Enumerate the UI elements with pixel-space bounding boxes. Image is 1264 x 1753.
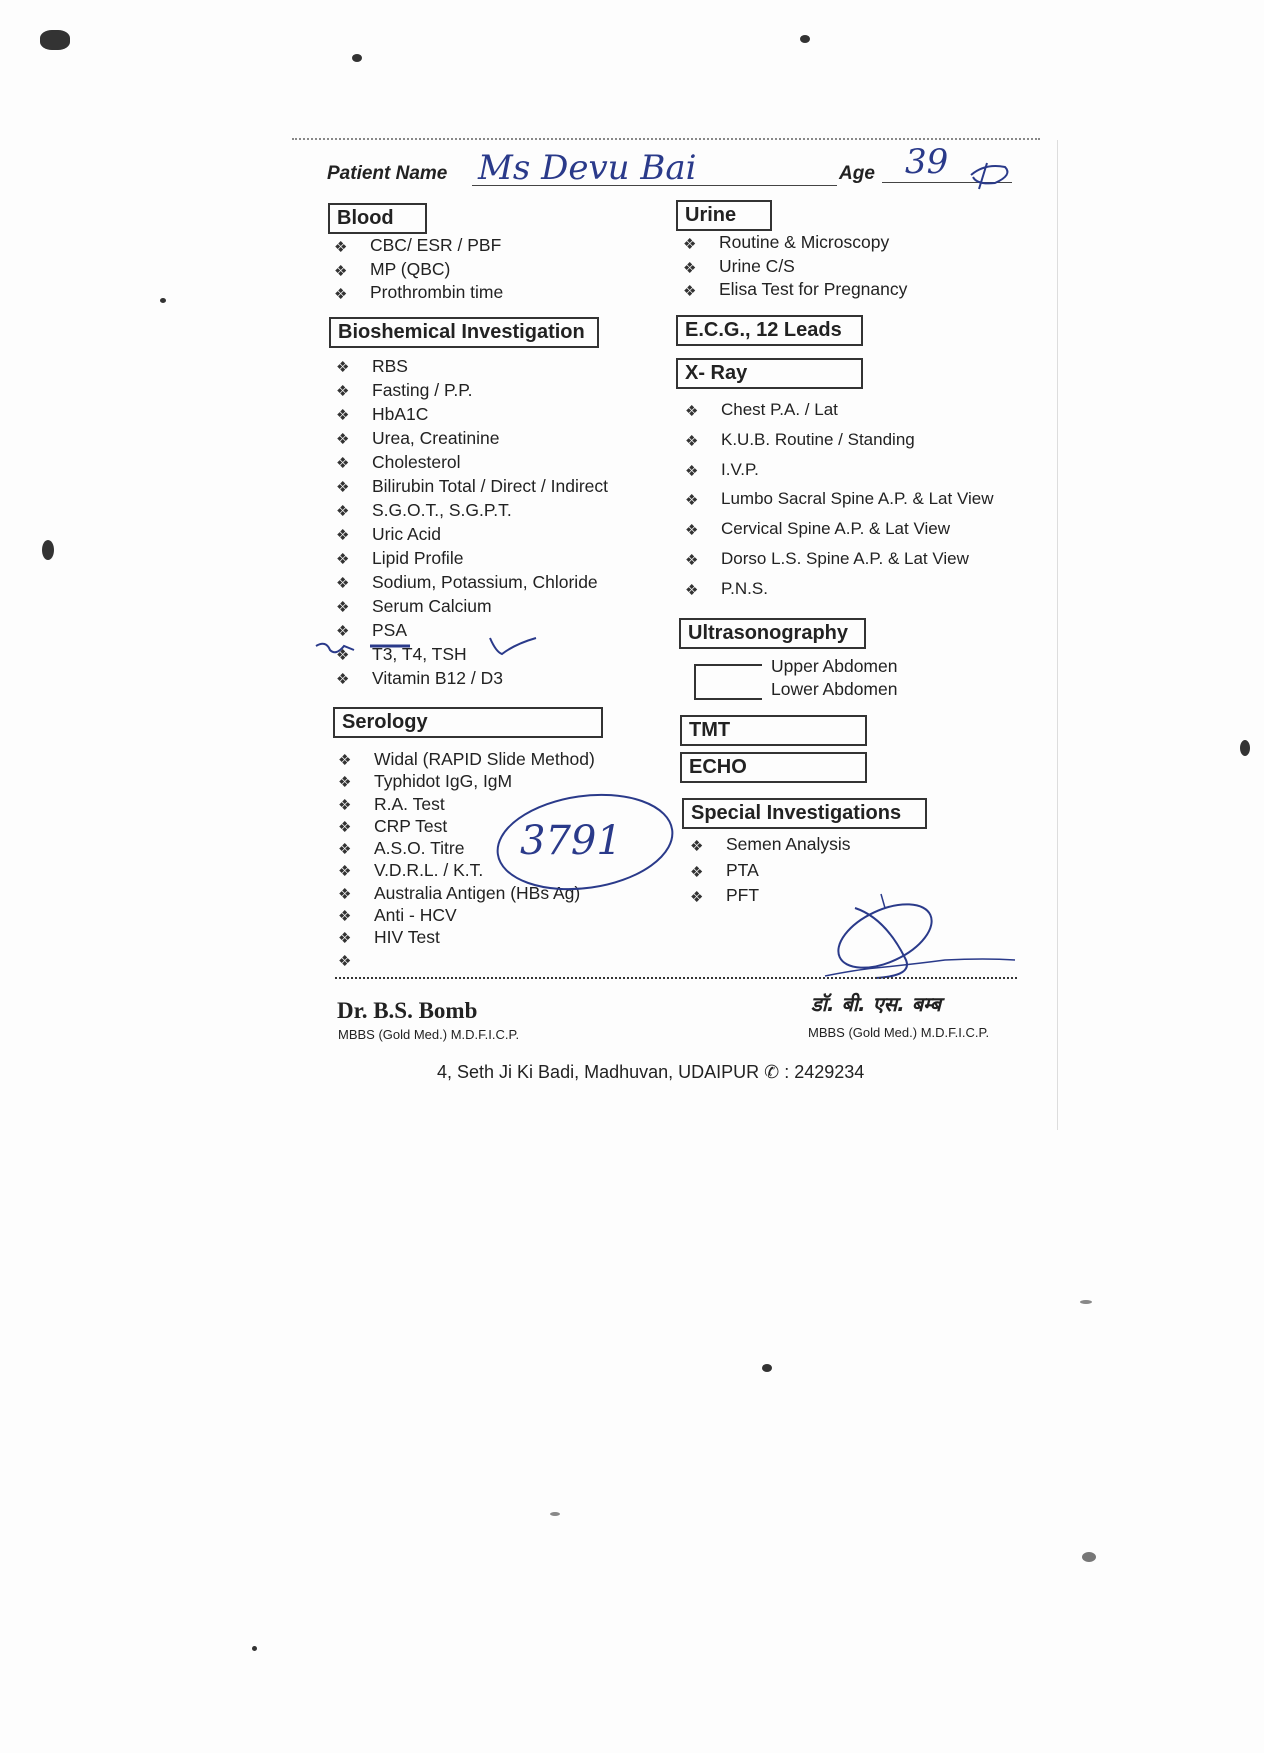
section-biochemical: Bioshemical Investigation <box>329 317 599 348</box>
list-item: ❖ V.D.R.L. / K.T. <box>338 859 595 881</box>
tick-mark-icon <box>310 632 540 664</box>
urine-list <box>683 231 907 302</box>
usg-upper: Upper Abdomen <box>771 656 898 676</box>
list-item: ❖ Dorso L.S. Spine A.P. & Lat View <box>685 544 994 574</box>
clinic-address: 4, Seth Ji Ki Badi, Madhuvan, UDAIPUR ✆ : 2429234 <box>437 1062 865 1082</box>
section-ecg: E.C.G., 12 Leads <box>676 315 863 346</box>
stain <box>252 1646 257 1651</box>
list-item: ❖ PTA <box>690 858 851 884</box>
age-scribble-icon <box>965 155 1015 195</box>
list-item: ❖ Fasting / P.P. <box>336 378 608 402</box>
list-item: ❖ I.V.P. <box>685 455 994 485</box>
list-item: ❖ Routine & Microscopy <box>683 231 907 255</box>
stain <box>1080 1300 1092 1304</box>
list-item: ❖ Semen Analysis <box>690 832 851 858</box>
footer-divider <box>335 977 1017 979</box>
list-item: ❖ Urine C/S <box>683 255 907 279</box>
doctor-qualification-right: MBBS (Gold Med.) M.D.F.I.C.P. <box>808 1025 990 1040</box>
section-blood: Blood <box>328 203 427 234</box>
list-item: ❖ S.G.O.T., S.G.P.T. <box>336 498 608 522</box>
list-item: ❖ Prothrombin time <box>334 281 503 305</box>
blood-list <box>334 234 503 305</box>
doctor-qualification-left: MBBS (Gold Med.) M.D.F.I.C.P. <box>338 1027 520 1042</box>
section-ultrasonography: Ultrasonography <box>679 618 866 649</box>
list-item: ❖ K.U.B. Routine / Standing <box>685 425 994 455</box>
list-item: ❖ Vitamin B12 / D3 <box>336 666 608 690</box>
patient-name-label: Patient Name <box>327 163 448 184</box>
usg-lower: Lower Abdomen <box>771 679 898 699</box>
list-item: ❖ Sodium, Potassium, Chloride <box>336 570 608 594</box>
list-item: ❖ CRP Test <box>338 815 595 837</box>
stain <box>352 54 362 62</box>
list-item: ❖ A.S.O. Titre <box>338 837 595 859</box>
list-item: ❖ Australia Antigen (HBs Ag) <box>338 882 595 904</box>
list-item: ❖ R.A. Test <box>338 793 595 815</box>
section-special: Special Investigations <box>682 798 927 829</box>
paper-edge <box>1057 140 1058 1130</box>
stain <box>1240 740 1250 756</box>
list-item: ❖ Lumbo Sacral Spine A.P. & Lat View <box>685 484 994 514</box>
usg-bracket <box>694 664 762 700</box>
list-item: ❖ Lipid Profile <box>336 546 608 570</box>
section-serology: Serology <box>333 707 603 738</box>
list-item: ❖ RBS <box>336 354 608 378</box>
signature <box>815 888 1025 988</box>
stain <box>160 298 166 303</box>
stain <box>42 540 54 560</box>
list-item: ❖ P.N.S. <box>685 574 994 604</box>
list-item: ❖ Cervical Spine A.P. & Lat View <box>685 514 994 544</box>
section-echo: ECHO <box>680 752 867 783</box>
section-xray: X- Ray <box>676 358 863 389</box>
list-item: ❖ Uric Acid <box>336 522 608 546</box>
stain <box>40 30 70 50</box>
list-item: ❖ HbA1C <box>336 402 608 426</box>
list-item: ❖ Bilirubin Total / Direct / Indirect <box>336 474 608 498</box>
list-item: ❖ Widal (RAPID Slide Method) <box>338 748 595 770</box>
list-item: ❖ Elisa Test for Pregnancy <box>683 278 907 302</box>
doctor-name-hindi: डॉ. बी. एस. बम्ब <box>811 992 942 1016</box>
age-label: Age <box>839 163 875 184</box>
list-item: ❖ PFT <box>690 883 851 909</box>
list-item: ❖ Urea, Creatinine <box>336 426 608 450</box>
list-item: ❖ Chest P.A. / Lat <box>685 395 994 425</box>
perforation-line <box>292 138 1040 140</box>
section-urine: Urine <box>676 200 772 231</box>
stain <box>550 1512 560 1516</box>
list-item: ❖ CBC/ ESR / PBF <box>334 234 503 258</box>
patient-name-value: Ms Devu Bai <box>478 148 697 188</box>
xray-list <box>685 395 994 604</box>
list-item: ❖ T3, T4, TSH <box>336 642 608 666</box>
age-value: 39 <box>905 142 949 182</box>
doctor-name: Dr. B.S. Bomb <box>337 998 478 1023</box>
list-item: ❖ MP (QBC) <box>334 258 503 282</box>
stain <box>800 35 810 43</box>
list-item: ❖ Typhidot IgG, IgM <box>338 770 595 792</box>
stain <box>762 1364 772 1372</box>
list-item: ❖ Cholesterol <box>336 450 608 474</box>
section-tmt: TMT <box>680 715 867 746</box>
list-item: ❖ Serum Calcium <box>336 594 608 618</box>
list-item: ❖ PSA <box>336 618 608 642</box>
circled-note: 3791 <box>520 818 622 864</box>
stain <box>1082 1552 1096 1562</box>
list-item: ❖ HIV Test <box>338 926 595 948</box>
list-item: ❖ Anti - HCV <box>338 904 595 926</box>
